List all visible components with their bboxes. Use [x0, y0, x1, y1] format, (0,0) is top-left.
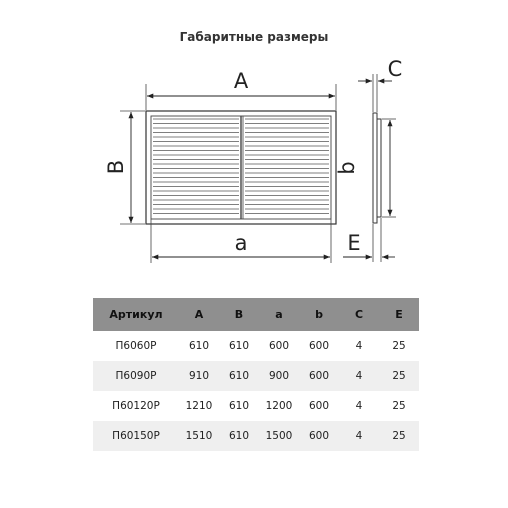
- cell: 25: [379, 361, 419, 391]
- label-A: A: [233, 69, 249, 93]
- header-b: b: [299, 298, 339, 331]
- header-article: Артикул: [93, 298, 179, 331]
- front-view: [146, 111, 336, 224]
- cell: 1500: [259, 421, 299, 451]
- table-row: [93, 331, 419, 361]
- dimension-a: [151, 219, 331, 263]
- cell: 610: [228, 400, 250, 412]
- cell: 610: [228, 340, 250, 352]
- dimensions-table: [93, 298, 419, 451]
- dimension-C: [358, 57, 402, 112]
- cell: 610: [219, 361, 259, 391]
- table-row: [93, 391, 419, 421]
- dimension-E: [343, 218, 395, 262]
- cell: 4: [339, 361, 379, 391]
- cell: 910: [179, 361, 219, 391]
- cell-article: П60150Р: [93, 421, 179, 451]
- cell-article: П60120Р: [112, 400, 160, 412]
- header-A: A: [179, 298, 219, 331]
- header-B: B: [219, 298, 259, 331]
- header-E: E: [379, 298, 419, 331]
- dimension-A: [146, 69, 336, 110]
- cell: 900: [259, 361, 299, 391]
- table-row: [93, 361, 419, 391]
- cell: 4: [339, 421, 379, 451]
- side-body: [377, 119, 381, 217]
- header-a: a: [259, 298, 299, 331]
- table-row: [93, 421, 419, 451]
- cell: 4: [355, 400, 363, 412]
- label-C: C: [387, 57, 403, 81]
- cell: 610: [219, 421, 259, 451]
- label-a: a: [234, 231, 248, 255]
- cell: 1210: [185, 400, 213, 412]
- cell: 1200: [265, 400, 293, 412]
- side-flange: [373, 113, 377, 223]
- table-header-row: [93, 298, 419, 331]
- dimension-B: [104, 111, 145, 224]
- cell: 600: [299, 421, 339, 451]
- cell: 1510: [179, 421, 219, 451]
- cell: 600: [299, 361, 339, 391]
- cell: 25: [379, 421, 419, 451]
- label-B: B: [104, 159, 128, 175]
- cell: 25: [392, 400, 406, 412]
- cell: 610: [188, 340, 210, 352]
- cell: 600: [308, 340, 330, 352]
- cell: 600: [308, 400, 330, 412]
- cell: 600: [268, 340, 290, 352]
- cell-article: П6090Р: [93, 361, 179, 391]
- label-b: b: [335, 161, 359, 175]
- cell: 4: [355, 340, 363, 352]
- side-view: [373, 113, 381, 223]
- page-title: Габаритные размеры: [179, 30, 329, 44]
- dimension-b: [335, 119, 396, 217]
- cell-article: П6060Р: [115, 340, 157, 352]
- label-E: E: [347, 231, 361, 255]
- cell: 25: [392, 340, 406, 352]
- header-C: C: [339, 298, 379, 331]
